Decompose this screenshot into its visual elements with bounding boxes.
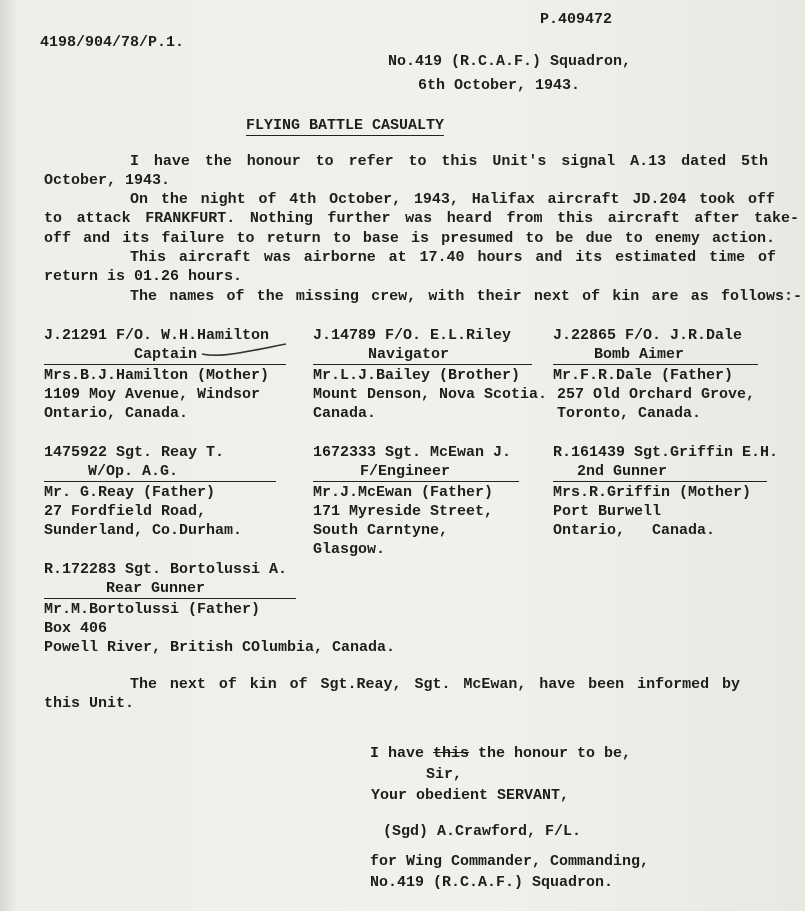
crew-address-line: 1109 Moy Avenue, Windsor — [44, 386, 261, 403]
crew-address-line: South Carntyne, — [313, 522, 449, 539]
crew-role: Navigator — [368, 346, 450, 363]
crew-role: Bomb Aimer — [594, 346, 685, 363]
crew-address-line: Port Burwell — [553, 503, 662, 520]
para3-line1: This aircraft was airborne at 17.40 hours and its estimated time of — [130, 249, 776, 266]
crew-name: J.22865 F/O. J.R.Dale — [553, 327, 743, 344]
crew-name: J.21291 F/O. W.H.Hamilton — [44, 327, 270, 344]
crew-name: 1672333 Sgt. McEwan J. — [313, 444, 512, 461]
crew-address-line: Sunderland, Co.Durham. — [44, 522, 243, 539]
crew-role: 2nd Gunner — [577, 463, 668, 480]
document-title: FLYING BATTLE CASUALTY — [246, 117, 445, 134]
crew-divider — [44, 481, 276, 482]
crew-kin: Mr. G.Reay (Father) — [44, 484, 216, 501]
sign-off-line1: I have this the honour to be, — [370, 745, 632, 762]
crew-address-line: Glasgow. — [313, 541, 386, 558]
crew-name: R.172283 Sgt. Bortolussi A. — [44, 561, 288, 578]
crew-kin: Mr.J.McEwan (Father) — [313, 484, 494, 501]
signatory: (Sgd) A.Crawford, F/L. — [383, 823, 582, 840]
document-date: 6th October, 1943. — [418, 77, 581, 94]
salutation: Sir, — [426, 766, 463, 783]
closing-line1: The next of kin of Sgt.Reay, Sgt. McEwan, have been informed by — [130, 676, 740, 693]
crew-kin: Mr.L.J.Bailey (Brother) — [313, 367, 521, 384]
crew-kin: Mrs.R.Griffin (Mother) — [553, 484, 752, 501]
crew-address-line: Powell River, British COlumbia, Canada. — [44, 639, 396, 656]
crew-divider — [313, 364, 532, 365]
crew-address-line: Toronto, Canada. — [557, 405, 702, 422]
crew-address-line: Mount Denson, Nova Scotia. — [313, 386, 548, 403]
signatory-capacity: for Wing Commander, Commanding, — [370, 853, 650, 870]
crew-name: J.14789 F/O. E.L.Riley — [313, 327, 512, 344]
struck-word: this — [433, 745, 470, 762]
crew-role: Captain — [134, 346, 198, 363]
closing-line2: this Unit. — [44, 695, 135, 712]
para2-line1: On the night of 4th October, 1943, Halifax aircraft JD.204 took off — [130, 191, 775, 208]
complimentary-close: Your obedient SERVANT, — [371, 787, 570, 804]
crew-divider — [44, 364, 286, 365]
crew-kin: Mrs.B.J.Hamilton (Mother) — [44, 367, 270, 384]
para4-line1: The names of the missing crew, with their next of kin are as follows:- — [130, 288, 802, 305]
para2-line2: to attack FRANKFURT. Nothing further was heard from this aircraft after take- — [44, 210, 799, 227]
crew-name: R.161439 Sgt.Griffin E.H. — [553, 444, 779, 461]
crew-address-line: Ontario, Canada. — [553, 522, 716, 539]
crew-divider — [553, 481, 767, 482]
para2-line3: off and its failure to return to base is presumed to be due to enemy action. — [44, 230, 775, 247]
crew-kin: Mr.M.Bortolussi (Father) — [44, 601, 261, 618]
crew-role: F/Engineer — [360, 463, 451, 480]
crew-name: 1475922 Sgt. Reay T. — [44, 444, 225, 461]
crew-address-line: 257 Old Orchard Grove, — [557, 386, 756, 403]
para1-line1: I have the honour to refer to this Unit's signal A.13 dated 5th — [130, 153, 768, 170]
crew-role: W/Op. A.G. — [88, 463, 179, 480]
crew-address-line: 171 Myreside Street, — [313, 503, 494, 520]
crew-role: Rear Gunner — [106, 580, 206, 597]
crew-address-line: Canada. — [313, 405, 377, 422]
handwritten-underline — [200, 340, 290, 360]
serial-number: P.409472 — [540, 11, 613, 28]
crew-kin: Mr.F.R.Dale (Father) — [553, 367, 734, 384]
para1-line2: October, 1943. — [44, 172, 171, 189]
para3-line2: return is 01.26 hours. — [44, 268, 243, 285]
crew-divider — [44, 598, 296, 599]
crew-divider — [313, 481, 519, 482]
crew-divider — [553, 364, 758, 365]
signatory-unit: No.419 (R.C.A.F.) Squadron. — [370, 874, 614, 891]
crew-address-line: Ontario, Canada. — [44, 405, 189, 422]
file-reference: 4198/904/78/P.1. — [40, 34, 185, 51]
crew-address-line: Box 406 — [44, 620, 108, 637]
squadron-header: No.419 (R.C.A.F.) Squadron, — [388, 53, 632, 70]
crew-address-line: 27 Fordfield Road, — [44, 503, 207, 520]
